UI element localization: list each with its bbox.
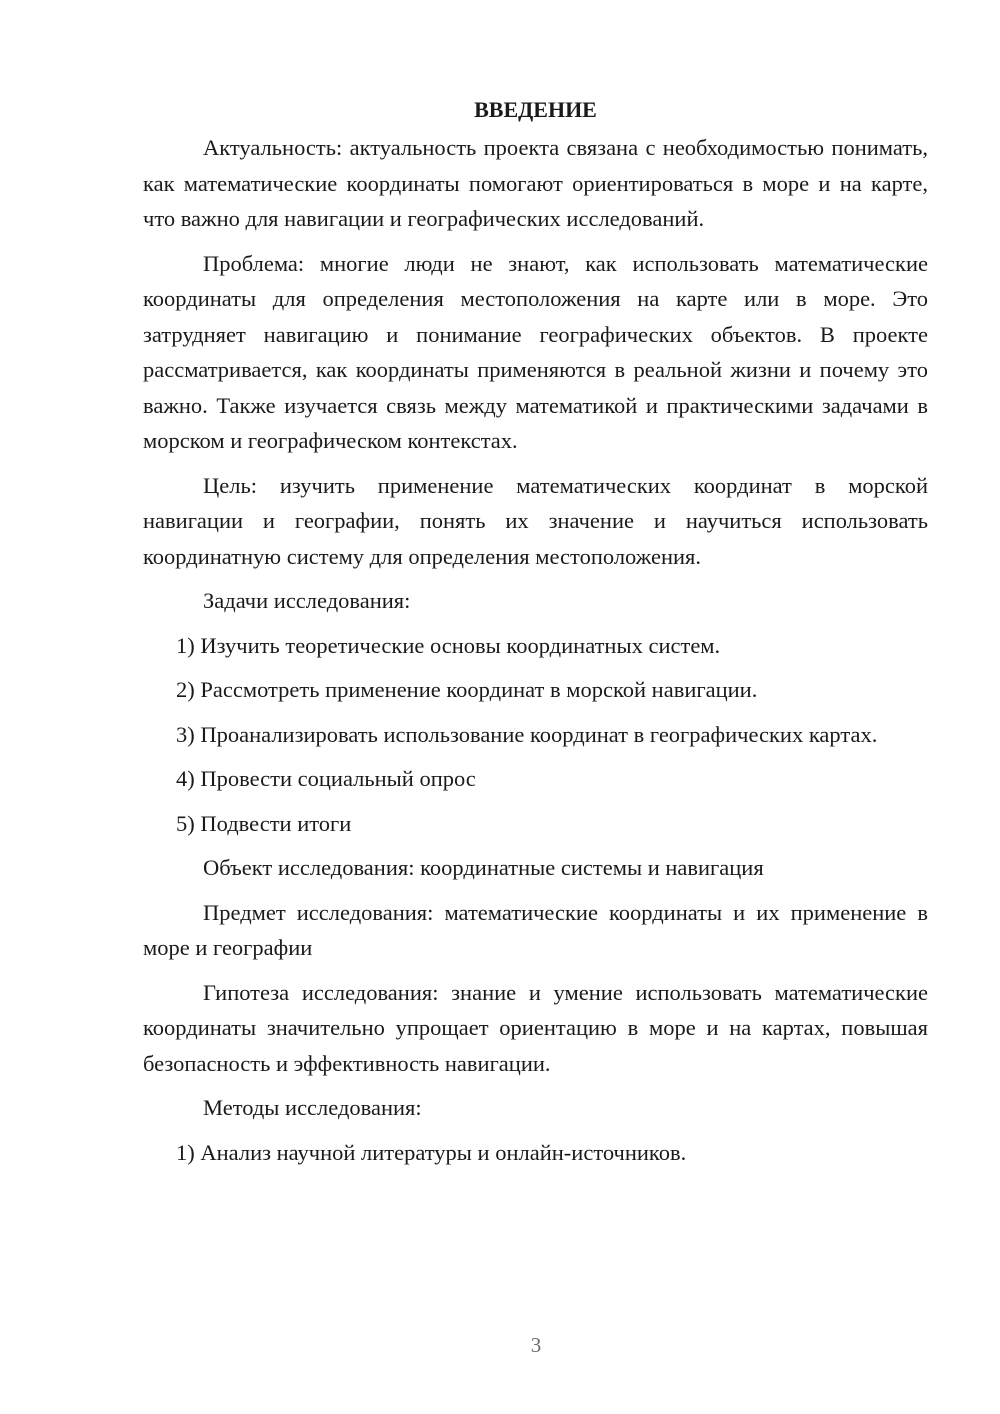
- method-item-1: 1) Анализ научной литературы и онлайн-источников.: [176, 1139, 687, 1165]
- task-item-5: 5) Подвести итоги: [176, 810, 352, 836]
- section-heading: ВВЕДЕНИЕ: [474, 97, 597, 122]
- problem-paragraph: Проблема: многие люди не знают, как использовать математические координаты для определения местоположения на карте или в море. Это затрудняет навигацию и понимание географических объектов. В проекте рассматривается, как координаты применяются в реальной жизни и почему это важно. Также изучается связь между математикой и практическими задачами в морском и географическом контекстах.: [143, 250, 928, 453]
- object-paragraph: Объект исследования: координатные системы и навигация: [203, 855, 764, 880]
- tasks-title: Задачи исследования:: [203, 588, 411, 613]
- methods-title: Методы исследования:: [203, 1095, 422, 1120]
- page-number: 3: [530, 1333, 542, 1357]
- subject-paragraph: Предмет исследования: математические координаты и их применение в море и географии: [143, 899, 928, 960]
- task-item-3: 3) Проанализировать использование координат в географических картах.: [176, 721, 878, 747]
- task-item-1: 1) Изучить теоретические основы координатных систем.: [176, 632, 721, 658]
- task-item-4: 4) Провести социальный опрос: [176, 766, 476, 791]
- relevance-paragraph: Актуальность: актуальность проекта связана с необходимостью понимать, как математические координаты помогают ориентироваться в море и на карте, что важно для навигации и географических исследований.: [143, 135, 928, 231]
- page-content: [143, 92, 928, 1179]
- task-item-2: 2) Рассмотреть применение координат в морской навигации.: [176, 677, 758, 702]
- goal-paragraph: Цель: изучить применение математических координат в морской навигации и географии, понять их значение и научиться использовать координатную систему для определения местоположения.: [143, 472, 928, 569]
- hypothesis-paragraph: Гипотеза исследования: знание и умение использовать математические координаты значительно упрощает ориентацию в море и на картах, повышая безопасность и эффективность навигации.: [143, 979, 928, 1076]
